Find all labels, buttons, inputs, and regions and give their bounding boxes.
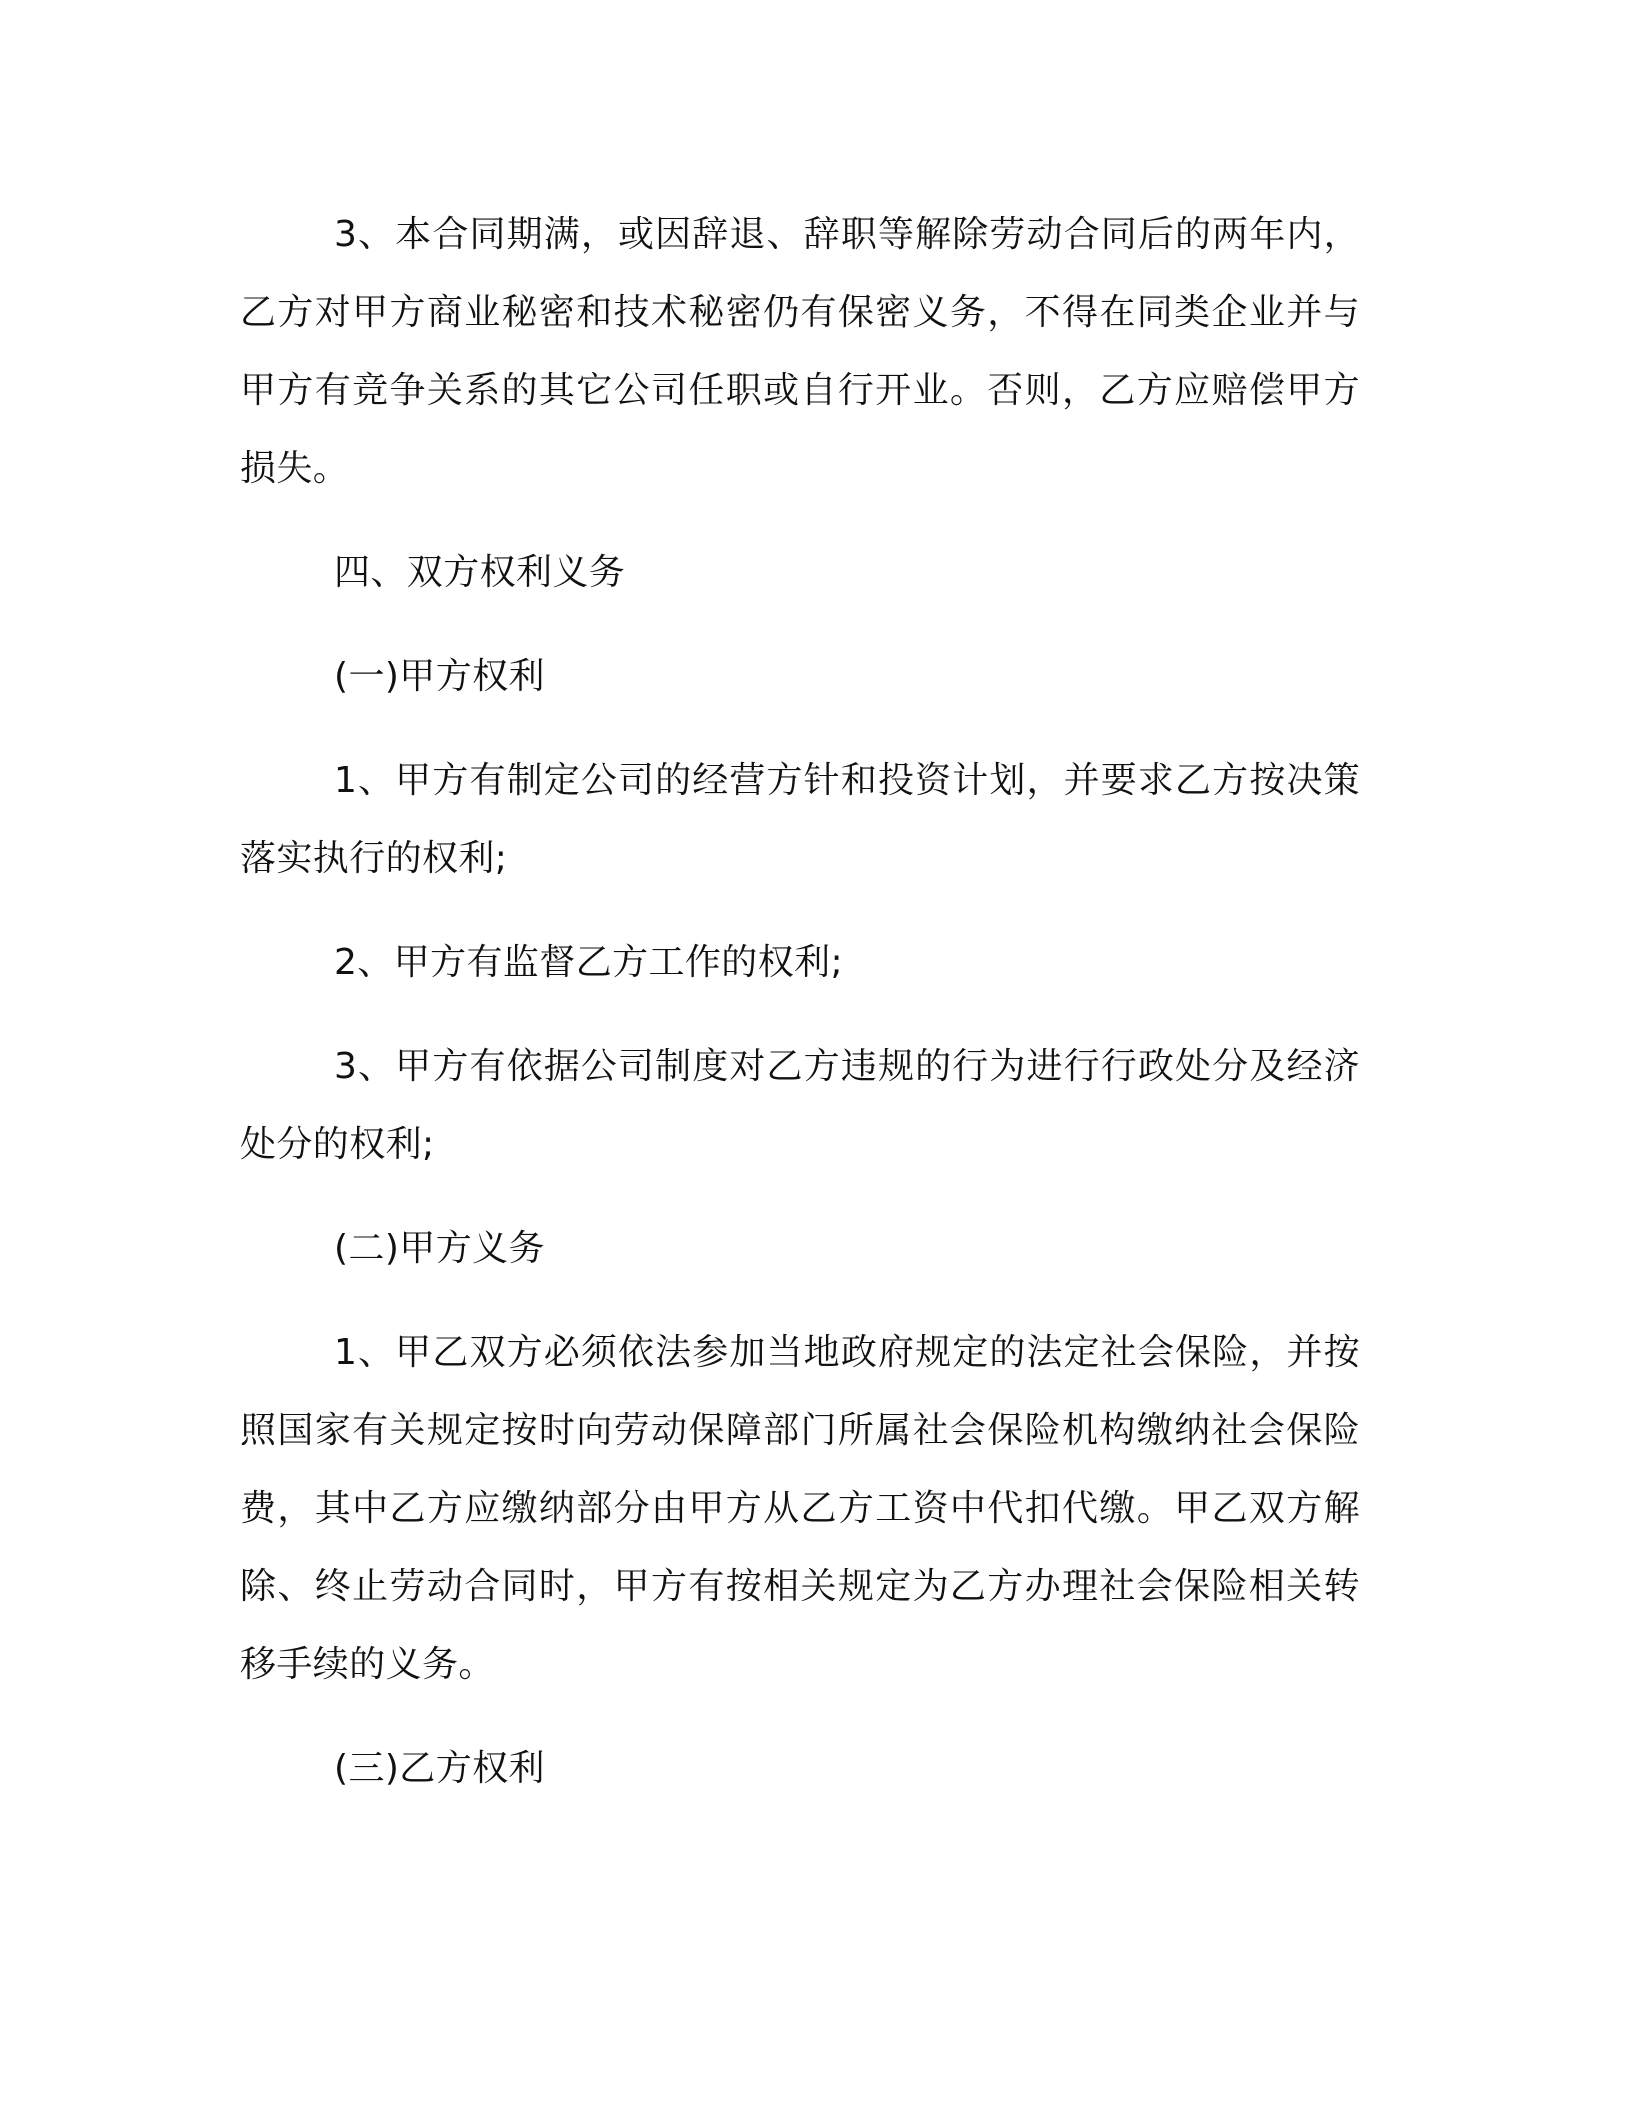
subsection-heading-party-b-rights: (三)乙方权利: [334, 1748, 545, 1789]
subsection-heading-party-a-rights: (一)甲方权利: [334, 656, 545, 697]
party-a-obligation-1: 1、甲乙双方必须依法参加当地政府规定的法定社会保险，并按照国家有关规定按时向劳动保障部门所属社会保险机构缴纳社会保险费，其中乙方应缴纳部分由甲方从乙方工资中代扣代缴。甲乙双方解除、终止劳动合同时，甲方有按相关规定为乙方办理社会保险相关转移手续的义务。: [240, 1332, 1360, 1685]
document-body: [240, 196, 1360, 1834]
subsection-heading-party-a-obligations: (二)甲方义务: [334, 1228, 545, 1269]
party-a-right-1: 1、甲方有制定公司的经营方针和投资计划，并要求乙方按决策落实执行的权利;: [240, 760, 1360, 879]
party-a-right-2: 2、甲方有监督乙方工作的权利;: [334, 942, 844, 983]
party-a-right-3: 3、甲方有依据公司制度对乙方违规的行为进行行政处分及经济处分的权利;: [240, 1046, 1360, 1165]
section-heading-rights-obligations: 四、双方权利义务: [334, 552, 626, 593]
clause-3-confidentiality: 3、本合同期满，或因辞退、辞职等解除劳动合同后的两年内，乙方对甲方商业秘密和技术秘密仍有保密义务，不得在同类企业并与甲方有竞争关系的其它公司任职或自行开业。否则，乙方应赔偿甲方损失。: [240, 214, 1360, 489]
